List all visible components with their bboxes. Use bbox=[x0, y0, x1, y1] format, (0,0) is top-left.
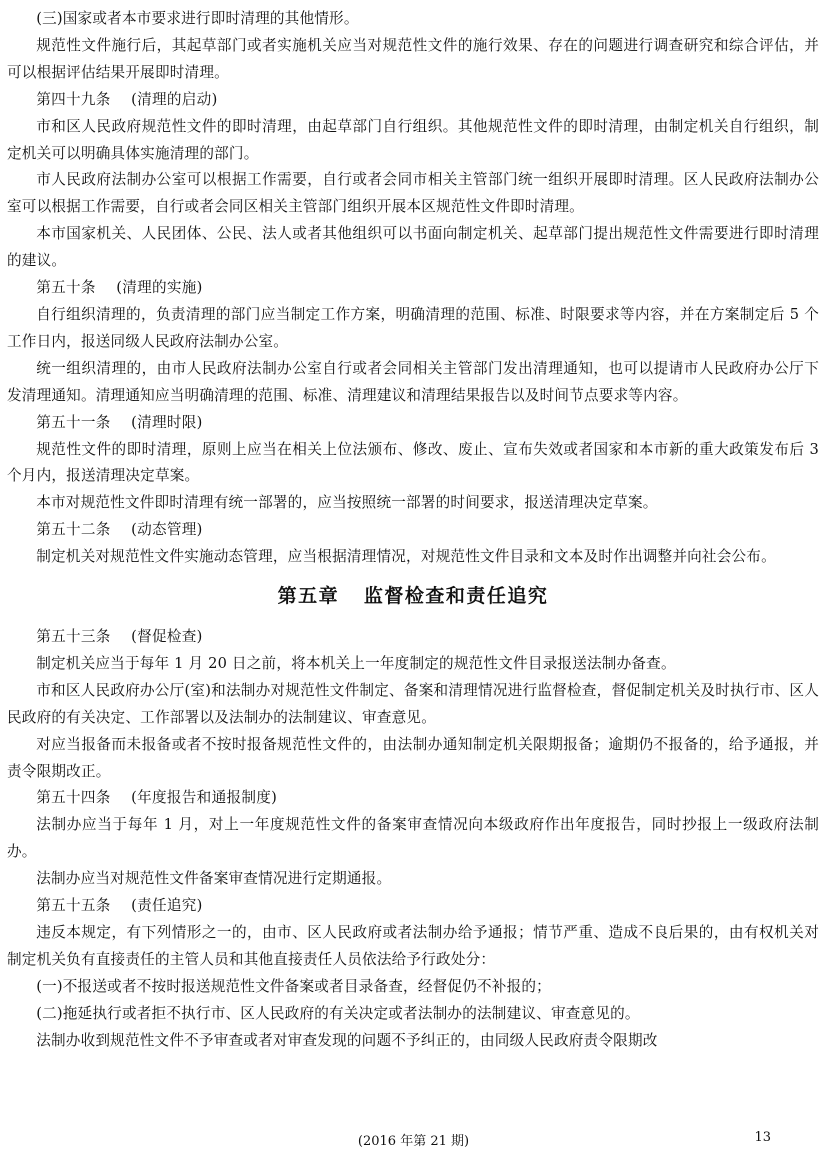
article-heading bbox=[7, 410, 819, 437]
paragraph: 违反本规定，有下列情形之一的，由市、区人民政府或者法制办给予通报；情节严重、造成不良后果的，由有权机关对制定机关负有直接责任的主管人员和其他直接责任人员依法给予行政处分： bbox=[7, 924, 819, 968]
article-title: (清理的实施) bbox=[116, 279, 203, 297]
paragraph: 规范性文件的即时清理，原则上应当在相关上位法颁布、修改、废止、宣布失效或者国家和本市新的重大政策发布后 3 个月内，报送清理决定草案。 bbox=[7, 440, 819, 485]
article-heading bbox=[7, 87, 819, 114]
paragraph: 本市国家机关、人民团体、公民、法人或者其他组织可以书面向制定机关、起草部门提出规范性文件需要进行即时清理的建议。 bbox=[7, 225, 819, 270]
paragraph: (三)国家或者本市要求进行即时清理的其他情形。 bbox=[36, 10, 359, 27]
article-number: 第五十二条 bbox=[36, 521, 111, 539]
article-heading bbox=[7, 893, 819, 920]
article-heading bbox=[7, 275, 819, 302]
article-number: 第四十九条 bbox=[36, 90, 111, 108]
page-footer bbox=[0, 1130, 827, 1152]
article-heading bbox=[7, 517, 819, 544]
paragraph: 制定机关对规范性文件实施动态管理，应当根据清理情况，对规范性文件目录和文本及时作出调整并向社会公布。 bbox=[36, 548, 776, 566]
paragraph: 制定机关应当于每年 1 月 20 日之前，将本机关上一年度制定的规范性文件目录报送法制办备查。 bbox=[36, 654, 676, 672]
paragraph: 法制办收到规范性文件不予审查或者对审查发现的问题不予纠正的，由同级人民政府责令限期改 bbox=[36, 1031, 658, 1049]
article-title: (责任追究) bbox=[131, 897, 203, 915]
article-number: 第五十五条 bbox=[36, 897, 111, 915]
paragraph: 市和区人民政府规范性文件的即时清理，由起草部门自行组织。其他规范性文件的即时清理，由制定机关自行组织，制定机关可以明确具体实施清理的部门。 bbox=[7, 117, 819, 162]
paragraph: 规范性文件施行后，其起草部门或者实施机关应当对规范性文件的施行效果、存在的问题进行调查研究和综合评估，并可以根据评估结果开展即时清理。 bbox=[7, 36, 819, 81]
paragraph: 统一组织清理的，由市人民政府法制办公室自行或者会同相关主管部门发出清理通知，也可以提请市人民政府办公厅下发清理通知。清理通知应当明确清理的范围、标准、清理建议和清理结果报告以及时间节点要求等内容。 bbox=[7, 359, 819, 404]
paragraph: (一)不报送或者不按时报送规范性文件备案或者目录备查，经督促仍不补报的； bbox=[36, 977, 551, 995]
article-title: (年度报告和通报制度) bbox=[131, 789, 278, 807]
paragraph: 市和区人民政府办公厅(室)和法制办对规范性文件制定、备案和清理情况进行监督检查，督促制定机关及时执行市、区人民政府的有关决定、工作部署以及法制办的法制建议、审查意见。 bbox=[7, 681, 819, 726]
article-title: (督促检查) bbox=[131, 628, 203, 646]
chapter-heading bbox=[7, 581, 819, 611]
paragraph: 市人民政府法制办公室可以根据工作需要，自行或者会同市相关主管部门统一组织开展即时清理。区人民政府法制办公室可以根据工作需要，自行或者会同区相关主管部门组织开展本区规范性文件即时清理。 bbox=[7, 171, 819, 216]
paragraph: 法制办应当于每年 1 月，对上一年度规范性文件的备案审查情况向本级政府作出年度报告，同时抄报上一级政府法制办。 bbox=[7, 816, 819, 861]
article-number: 第五十四条 bbox=[36, 789, 111, 807]
page-number: 13 bbox=[754, 1130, 771, 1145]
paragraph: (二)拖延执行或者拒不执行市、区人民政府的有关决定或者法制办的法制建议、审查意见的。 bbox=[36, 1004, 640, 1022]
article-title: (清理的启动) bbox=[131, 90, 218, 108]
paragraph: 本市对规范性文件即时清理有统一部署的，应当按照统一部署的时间要求，报送清理决定草案。 bbox=[36, 494, 658, 512]
document-body bbox=[7, 6, 819, 1055]
paragraph: 自行组织清理的，负责清理的部门应当制定工作方案，明确清理的范围、标准、时限要求等内容，并在方案制定后 5 个工作日内，报送同级人民政府法制办公室。 bbox=[7, 305, 819, 350]
article-heading bbox=[7, 624, 819, 651]
article-title: (清理时限) bbox=[131, 413, 203, 431]
chapter-title: 监督检查和责任追究 bbox=[363, 585, 549, 608]
paragraph: 对应当报备而未报备或者不按时报备规范性文件的，由法制办通知制定机关限期报备；逾期仍不报备的，给予通报，并责令限期改正。 bbox=[7, 735, 819, 780]
article-number: 第五十一条 bbox=[36, 413, 111, 431]
article-title: (动态管理) bbox=[131, 521, 203, 539]
article-number: 第五十三条 bbox=[36, 628, 111, 646]
article-heading bbox=[7, 785, 819, 812]
chapter-number: 第五章 bbox=[277, 585, 340, 608]
issue-label: (2016 年第 21 期) bbox=[357, 1134, 470, 1149]
article-number: 第五十条 bbox=[36, 279, 96, 297]
paragraph: 法制办应当对规范性文件备案审查情况进行定期通报。 bbox=[36, 870, 392, 888]
